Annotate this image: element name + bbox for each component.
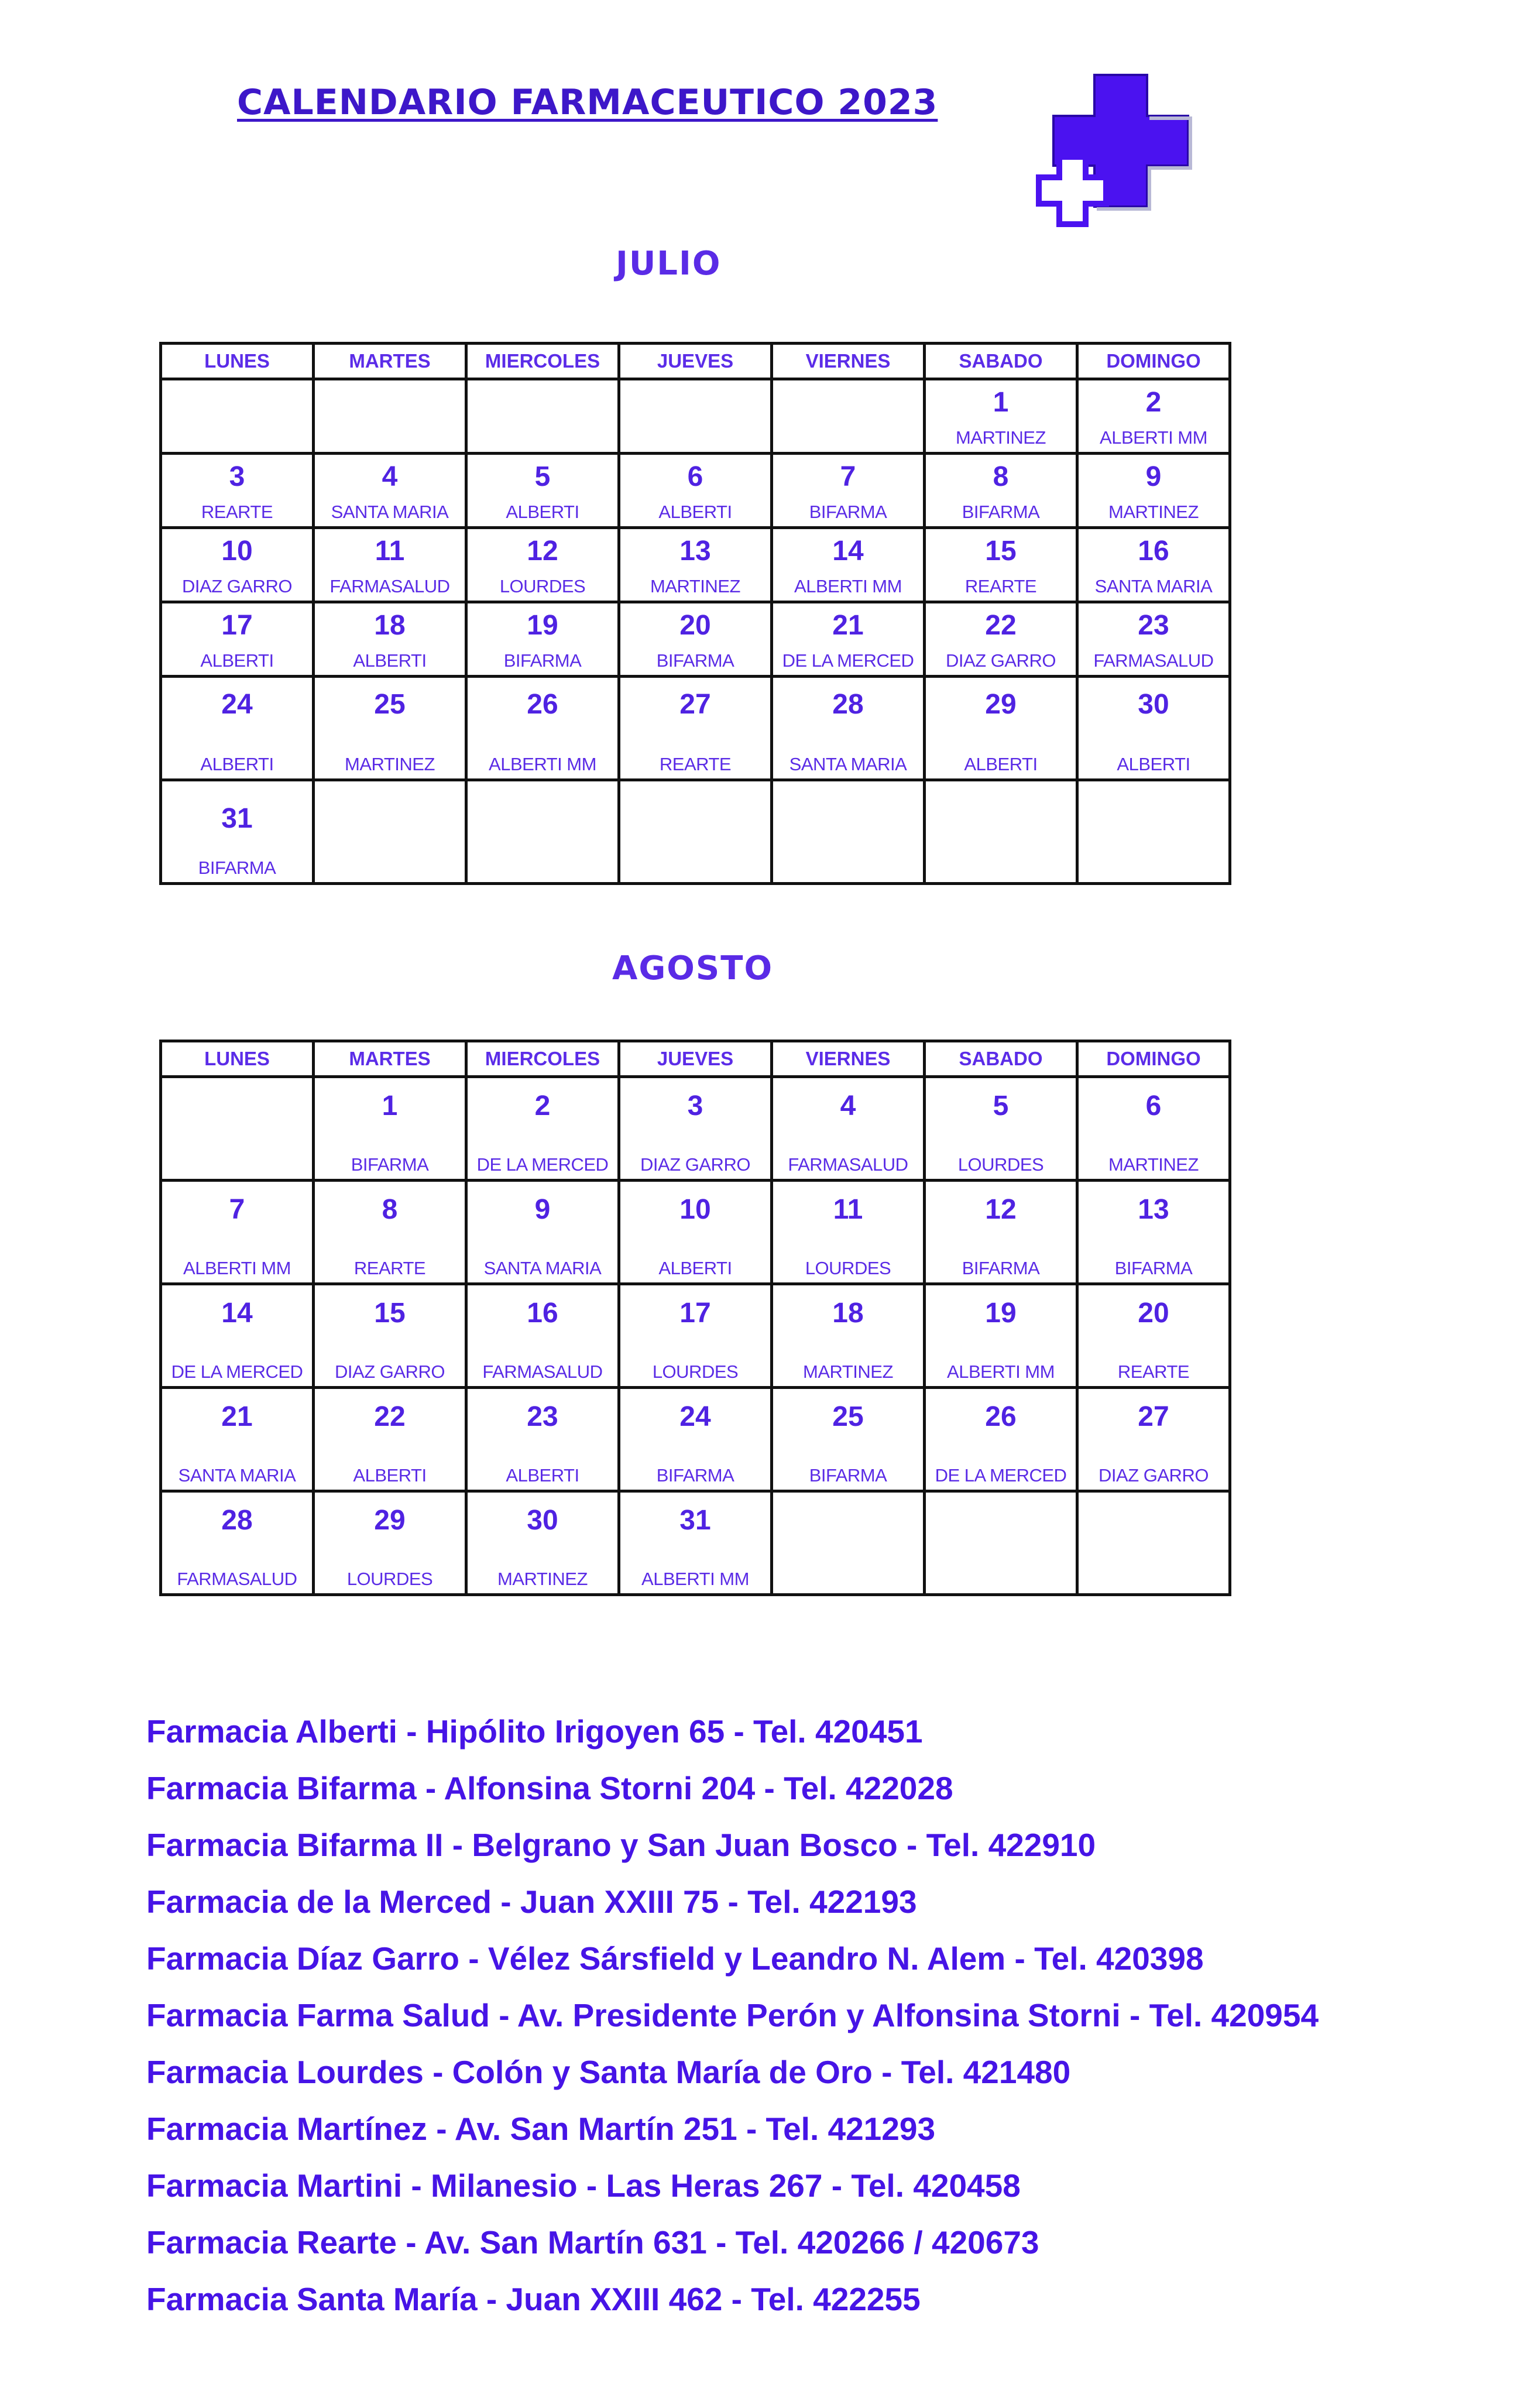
day-cell (925, 1284, 1077, 1388)
day-cell (314, 1388, 466, 1491)
day-cell (1077, 454, 1230, 528)
day-cell (314, 528, 466, 602)
on-duty-pharmacy: DE LA MERCED (171, 1361, 303, 1382)
day-cell (619, 1388, 772, 1491)
on-duty-pharmacy: DIAZ GARRO (182, 576, 292, 596)
day-number: 3 (687, 1090, 703, 1121)
on-duty-pharmacy: ALBERTI (964, 754, 1038, 774)
week-row (161, 1284, 1230, 1388)
empty-day-cell (314, 379, 466, 454)
day-number: 31 (221, 803, 253, 834)
pharmacy-directory-entry: Farmacia Martínez - Av. San Martín 251 - Tel. 421293 (146, 2111, 936, 2147)
on-duty-pharmacy: MARTINEZ (345, 754, 435, 774)
day-number: 13 (679, 536, 711, 567)
empty-day-cell (619, 780, 772, 884)
pharmacy-directory-entry: Farmacia Bifarma - Alfonsina Storni 204 - Tel. 422028 (146, 1770, 953, 1806)
day-cell (161, 1388, 314, 1491)
on-duty-pharmacy: BIFARMA (962, 1258, 1040, 1278)
on-duty-pharmacy: ALBERTI (506, 1465, 579, 1486)
on-duty-pharmacy: BIFARMA (809, 502, 887, 522)
empty-day-cell (1077, 780, 1230, 884)
pharmacy-directory-entry: Farmacia Rearte - Av. San Martín 631 - Tel. 420266 / 420673 (146, 2224, 1039, 2260)
weekday-header: JUEVES (619, 1041, 772, 1077)
day-number: 4 (382, 461, 398, 492)
on-duty-pharmacy: DIAZ GARRO (946, 650, 1056, 671)
on-duty-pharmacy: MARTINEZ (1108, 502, 1199, 522)
weekday-header: MARTES (314, 1041, 466, 1077)
day-cell (161, 454, 314, 528)
day-cell (619, 1181, 772, 1284)
day-number: 16 (527, 1298, 558, 1329)
empty-day-cell (161, 379, 314, 454)
day-number: 29 (985, 689, 1017, 720)
on-duty-pharmacy: SANTA MARIA (178, 1465, 296, 1486)
empty-day-cell (925, 780, 1077, 884)
day-cell (619, 602, 772, 677)
pharmacy-directory-entry: Farmacia Lourdes - Colón y Santa María de Oro - Tel. 421480 (146, 2054, 1071, 2090)
weekday-header: LUNES (161, 344, 314, 379)
month-title-julio: JULIO (616, 245, 722, 283)
day-number: 13 (1138, 1194, 1169, 1225)
day-cell (1077, 677, 1230, 780)
on-duty-pharmacy: FARMASALUD (482, 1361, 603, 1382)
day-cell (1077, 379, 1230, 454)
day-number: 16 (1138, 536, 1169, 567)
on-duty-pharmacy: ALBERTI (658, 1258, 732, 1278)
on-duty-pharmacy: FARMASALUD (1093, 650, 1214, 671)
day-cell (161, 1491, 314, 1595)
on-duty-pharmacy: MARTINEZ (1108, 1154, 1199, 1175)
day-number: 19 (985, 1298, 1017, 1329)
on-duty-pharmacy: BIFARMA (656, 650, 734, 671)
on-duty-pharmacy: DE LA MERCED (935, 1465, 1067, 1486)
day-number: 5 (993, 1090, 1009, 1121)
day-cell (1077, 528, 1230, 602)
day-number: 3 (229, 461, 245, 492)
day-number: 7 (229, 1194, 245, 1225)
day-number: 28 (832, 689, 864, 720)
day-number: 28 (221, 1505, 253, 1536)
day-number: 25 (832, 1401, 864, 1432)
day-number: 8 (993, 461, 1009, 492)
day-cell (161, 1284, 314, 1388)
on-duty-pharmacy: MARTINEZ (650, 576, 740, 596)
on-duty-pharmacy: MARTINEZ (497, 1569, 588, 1589)
on-duty-pharmacy: SANTA MARIA (483, 1258, 602, 1278)
day-cell (466, 1491, 619, 1595)
day-cell (314, 454, 466, 528)
on-duty-pharmacy: LOURDES (499, 576, 586, 596)
on-duty-pharmacy: BIFARMA (503, 650, 582, 671)
day-cell (314, 677, 466, 780)
pharmacy-directory-entry: Farmacia Díaz Garro - Vélez Sársfield y Leandro N. Alem - Tel. 420398 (146, 1940, 1204, 1977)
week-row (161, 1388, 1230, 1491)
empty-day-cell (772, 780, 925, 884)
day-number: 26 (985, 1401, 1017, 1432)
day-cell (772, 1284, 925, 1388)
pharmacy-directory-entry: Farmacia Farma Salud - Av. Presidente Perón y Alfonsina Storni - Tel. 420954 (146, 1997, 1319, 2033)
day-cell (772, 1388, 925, 1491)
empty-day-cell (161, 1077, 314, 1181)
pharmacy-directory (146, 1703, 1319, 2328)
day-number: 20 (679, 610, 711, 641)
week-row (161, 379, 1230, 454)
on-duty-pharmacy: BIFARMA (1114, 1258, 1193, 1278)
pharmacy-directory-entry: Farmacia Bifarma II - Belgrano y San Juan Bosco - Tel. 422910 (146, 1827, 1096, 1863)
day-number: 21 (832, 610, 864, 641)
empty-day-cell (314, 780, 466, 884)
on-duty-pharmacy: ALBERTI (200, 754, 274, 774)
day-number: 23 (1138, 610, 1169, 641)
day-number: 5 (534, 461, 551, 492)
day-number: 22 (985, 610, 1017, 641)
week-row (161, 1077, 1230, 1181)
on-duty-pharmacy: BIFARMA (198, 857, 276, 878)
day-cell (466, 677, 619, 780)
weekday-header-row (161, 1041, 1230, 1077)
on-duty-pharmacy: DIAZ GARRO (640, 1154, 750, 1175)
day-number: 19 (527, 610, 558, 641)
day-number: 15 (374, 1298, 406, 1329)
on-duty-pharmacy: SANTA MARIA (789, 754, 907, 774)
day-number: 26 (527, 689, 558, 720)
pharmacy-directory-entry: Farmacia Martini - Milanesio - Las Heras 267 - Tel. 420458 (146, 2167, 1021, 2204)
empty-day-cell (466, 780, 619, 884)
day-number: 30 (527, 1505, 558, 1536)
day-cell (314, 1491, 466, 1595)
weekday-header: LUNES (161, 1041, 314, 1077)
on-duty-pharmacy: BIFARMA (351, 1154, 429, 1175)
weekday-header: MARTES (314, 344, 466, 379)
on-duty-pharmacy: LOURDES (346, 1569, 433, 1589)
day-number: 10 (679, 1194, 711, 1225)
on-duty-pharmacy: LOURDES (957, 1154, 1044, 1175)
on-duty-pharmacy: REARTE (659, 754, 732, 774)
week-row (161, 602, 1230, 677)
on-duty-pharmacy: ALBERTI MM (947, 1361, 1055, 1382)
day-number: 15 (985, 536, 1017, 567)
on-duty-pharmacy: MARTINEZ (956, 427, 1046, 448)
on-duty-pharmacy: BIFARMA (809, 1465, 887, 1486)
day-cell (772, 1181, 925, 1284)
day-number: 2 (1145, 387, 1162, 418)
day-number: 18 (374, 610, 406, 641)
day-cell (466, 1077, 619, 1181)
week-row (161, 780, 1230, 884)
day-cell (925, 1388, 1077, 1491)
empty-day-cell (1077, 1491, 1230, 1595)
day-number: 1 (993, 387, 1009, 418)
day-cell (925, 1181, 1077, 1284)
week-row (161, 677, 1230, 780)
day-number: 22 (374, 1401, 406, 1432)
pharmacy-directory-entry: Farmacia Santa María - Juan XXIII 462 - Tel. 422255 (146, 2281, 921, 2317)
day-cell (466, 454, 619, 528)
on-duty-pharmacy: FARMASALUD (329, 576, 450, 596)
day-number: 21 (221, 1401, 253, 1432)
day-cell (619, 454, 772, 528)
weekday-header: MIERCOLES (466, 344, 619, 379)
day-cell (466, 528, 619, 602)
on-duty-pharmacy: FARMASALUD (788, 1154, 908, 1175)
page-title: CALENDARIO FARMACEUTICO 2023 (237, 82, 938, 123)
on-duty-pharmacy: ALBERTI (200, 650, 274, 671)
on-duty-pharmacy: SANTA MARIA (331, 502, 449, 522)
day-cell (161, 780, 314, 884)
pharmacy-directory-entry: Farmacia Alberti - Hipólito Irigoyen 65 - Tel. 420451 (146, 1713, 923, 1750)
day-number: 9 (1145, 461, 1162, 492)
calendar-agosto (159, 1040, 1231, 1596)
on-duty-pharmacy: ALBERTI (353, 1465, 427, 1486)
on-duty-pharmacy: DE LA MERCED (782, 650, 914, 671)
empty-day-cell (772, 1491, 925, 1595)
day-cell (314, 1284, 466, 1388)
day-cell (161, 1181, 314, 1284)
day-cell (772, 602, 925, 677)
day-cell (925, 677, 1077, 780)
day-number: 18 (832, 1298, 864, 1329)
day-cell (1077, 1284, 1230, 1388)
day-number: 29 (374, 1505, 406, 1536)
day-number: 27 (679, 689, 711, 720)
day-number: 14 (832, 536, 864, 567)
on-duty-pharmacy: LOURDES (652, 1361, 739, 1382)
on-duty-pharmacy: REARTE (1117, 1361, 1190, 1382)
day-number: 30 (1138, 689, 1169, 720)
calendar-julio (159, 342, 1231, 885)
day-cell (772, 677, 925, 780)
weekday-header: MIERCOLES (466, 1041, 619, 1077)
on-duty-pharmacy: DIAZ GARRO (335, 1361, 445, 1382)
day-number: 17 (679, 1298, 711, 1329)
day-number: 7 (840, 461, 856, 492)
day-cell (619, 528, 772, 602)
weekday-header: SABADO (925, 344, 1077, 379)
day-number: 12 (527, 536, 558, 567)
weekday-header: DOMINGO (1077, 1041, 1230, 1077)
day-number: 8 (382, 1194, 398, 1225)
day-number: 4 (840, 1090, 856, 1121)
day-number: 2 (534, 1090, 551, 1121)
on-duty-pharmacy: ALBERTI (353, 650, 427, 671)
on-duty-pharmacy: ALBERTI MM (489, 754, 596, 774)
week-row (161, 1491, 1230, 1595)
day-cell (619, 677, 772, 780)
on-duty-pharmacy: BIFARMA (962, 502, 1040, 522)
day-number: 12 (985, 1194, 1017, 1225)
empty-day-cell (772, 379, 925, 454)
day-cell (161, 677, 314, 780)
day-number: 9 (534, 1194, 551, 1225)
day-cell (772, 454, 925, 528)
empty-day-cell (619, 379, 772, 454)
on-duty-pharmacy: DE LA MERCED (476, 1154, 609, 1175)
on-duty-pharmacy: REARTE (964, 576, 1037, 596)
day-cell (772, 528, 925, 602)
day-number: 17 (221, 610, 253, 641)
day-cell (314, 1181, 466, 1284)
day-cell (925, 379, 1077, 454)
day-cell (1077, 1388, 1230, 1491)
week-row (161, 454, 1230, 528)
day-cell (466, 1284, 619, 1388)
day-cell (925, 454, 1077, 528)
day-number: 11 (833, 1194, 863, 1225)
on-duty-pharmacy: REARTE (353, 1258, 426, 1278)
on-duty-pharmacy: ALBERTI MM (641, 1569, 749, 1589)
on-duty-pharmacy: FARMASALUD (177, 1569, 297, 1589)
empty-day-cell (466, 379, 619, 454)
pharmacy-directory-entry: Farmacia de la Merced - Juan XXIII 75 - Tel. 422193 (146, 1884, 917, 1920)
day-number: 6 (687, 461, 703, 492)
on-duty-pharmacy: LOURDES (805, 1258, 891, 1278)
day-cell (772, 1077, 925, 1181)
empty-day-cell (925, 1491, 1077, 1595)
on-duty-pharmacy: DIAZ GARRO (1099, 1465, 1209, 1486)
day-cell (925, 1077, 1077, 1181)
day-number: 10 (221, 536, 253, 567)
day-number: 31 (679, 1505, 711, 1536)
weekday-header: VIERNES (772, 1041, 925, 1077)
day-number: 27 (1138, 1401, 1169, 1432)
on-duty-pharmacy: ALBERTI MM (1100, 427, 1207, 448)
on-duty-pharmacy: BIFARMA (656, 1465, 734, 1486)
on-duty-pharmacy: SANTA MARIA (1094, 576, 1213, 596)
day-cell (1077, 1181, 1230, 1284)
day-cell (314, 1077, 466, 1181)
weekday-header: SABADO (925, 1041, 1077, 1077)
day-cell (1077, 1077, 1230, 1181)
weekday-header: DOMINGO (1077, 344, 1230, 379)
day-number: 20 (1138, 1298, 1169, 1329)
day-cell (619, 1077, 772, 1181)
week-row (161, 528, 1230, 602)
weekday-header: JUEVES (619, 344, 772, 379)
weekday-header: VIERNES (772, 344, 925, 379)
pharmacy-cross-icon (1030, 69, 1229, 239)
day-cell (1077, 602, 1230, 677)
day-number: 1 (382, 1090, 398, 1121)
weekday-header-row (161, 344, 1230, 379)
day-number: 25 (374, 689, 406, 720)
day-cell (925, 602, 1077, 677)
day-cell (619, 1284, 772, 1388)
on-duty-pharmacy: ALBERTI (506, 502, 579, 522)
day-cell (314, 602, 466, 677)
day-number: 23 (527, 1401, 558, 1432)
on-duty-pharmacy: ALBERTI (1117, 754, 1190, 774)
day-cell (161, 602, 314, 677)
day-cell (466, 602, 619, 677)
on-duty-pharmacy: MARTINEZ (803, 1361, 893, 1382)
day-number: 14 (221, 1298, 253, 1329)
day-number: 24 (679, 1401, 711, 1432)
day-cell (925, 528, 1077, 602)
day-number: 11 (375, 536, 405, 567)
on-duty-pharmacy: REARTE (201, 502, 273, 522)
month-title-agosto: AGOSTO (612, 949, 774, 987)
day-cell (466, 1181, 619, 1284)
day-cell (619, 1491, 772, 1595)
on-duty-pharmacy: ALBERTI MM (183, 1258, 291, 1278)
day-number: 6 (1145, 1090, 1162, 1121)
day-cell (161, 528, 314, 602)
day-number: 24 (221, 689, 253, 720)
on-duty-pharmacy: ALBERTI MM (794, 576, 902, 596)
on-duty-pharmacy: ALBERTI (658, 502, 732, 522)
week-row (161, 1181, 1230, 1284)
day-cell (466, 1388, 619, 1491)
